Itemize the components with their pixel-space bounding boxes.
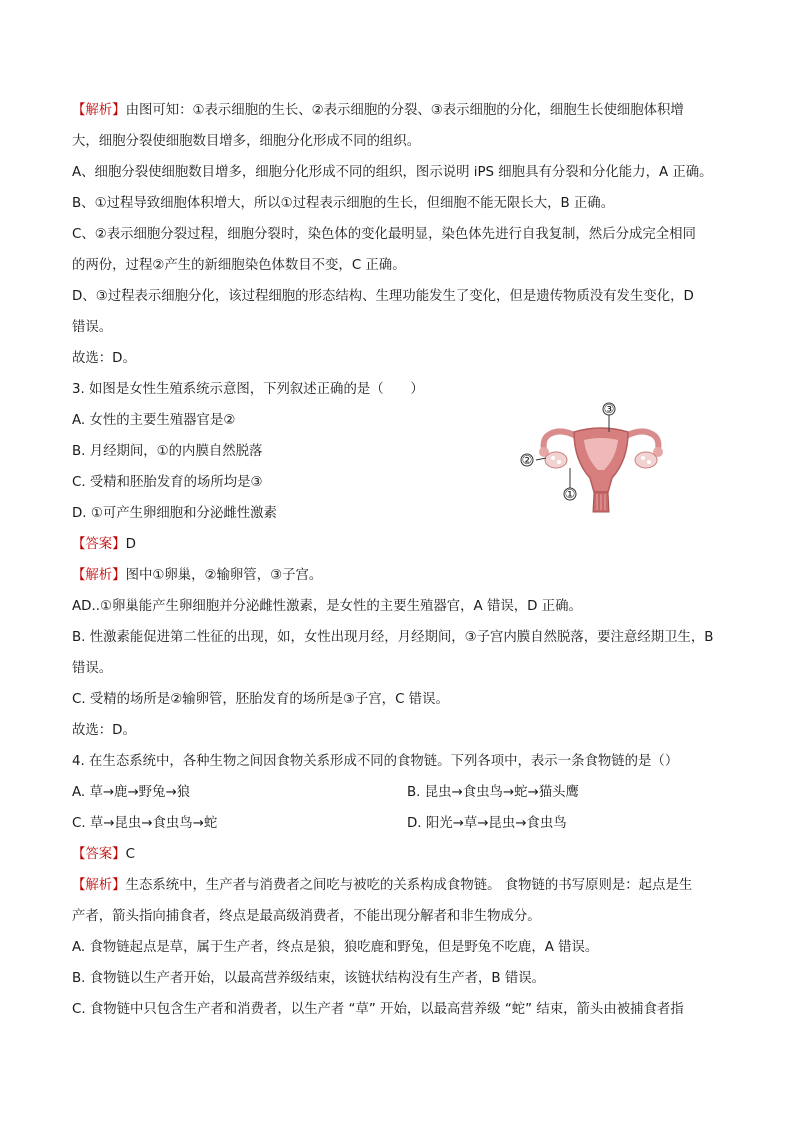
final-choice: 故选：D。	[72, 723, 136, 738]
question-4-analysis-a: A. 食物链起点是草，属于生产者，终点是狼，狼吃鹿和野兔，但是野兔不吃鹿，A 错误。	[72, 940, 599, 955]
question-4-option-a: A. 草→鹿→野兔→狼	[72, 785, 191, 800]
analysis-text: 生态系统中，生产者与消费者之间吃与被吃的关系构成食物链。 食物链的书写原则是：起点是生	[125, 878, 693, 893]
answer-value: D	[125, 537, 136, 552]
analysis-paragraph	[72, 95, 748, 126]
answer-tag: 【答案】	[72, 847, 126, 862]
question-4-answer	[72, 839, 748, 870]
question-4-option-d: D. 阳光→草→昆虫→食虫鸟	[407, 816, 567, 831]
question-3-option-a: A. 女性的主要生殖器官是②	[72, 413, 236, 428]
question-4-stem: 4. 在生态系统中，各种生物之间因食物关系形成不同的食物链。下列各项中，表示一条食物链的是（）	[72, 754, 679, 769]
question-3-option-d: D. ①可产生卵细胞和分泌雌性激素	[72, 506, 277, 521]
question-4-option-c: C. 草→昆虫→食虫鸟→蛇	[72, 816, 218, 831]
analysis-tag: 【解析】	[72, 878, 126, 893]
analysis-text: 由图可知：①表示细胞的生长、②表示细胞的分裂、③表示细胞的分化，细胞生长使细胞体积增	[125, 103, 684, 118]
question-3-analysis-b-cont: 错误。	[72, 661, 113, 676]
diagram-label-2: ②	[521, 453, 533, 467]
document-content	[72, 95, 748, 1025]
analysis-text: 图中①卵巢，②输卵管，③子宫。	[125, 568, 323, 583]
analysis-option-c: C、②表示细胞分裂过程，细胞分裂时，染色体的变化最明显，染色体先进行自我复制，然后分成完全相同	[72, 227, 696, 242]
question-4-analysis-c: C. 食物链中只包含生产者和消费者，以生产者 “草” 开始，以最高营养级 “蛇” 结束，箭头由被捕食者指	[72, 1002, 684, 1017]
answer-tag: 【答案】	[72, 537, 126, 552]
final-choice: 故选：D。	[72, 351, 136, 366]
question-4-analysis-b: B. 食物链以生产者开始，以最高营养级结束，该链状结构没有生产者，B 错误。	[72, 971, 546, 986]
question-3-analysis	[72, 560, 748, 591]
analysis-option-d-cont: 错误。	[72, 320, 113, 335]
question-4-analysis	[72, 870, 748, 901]
diagram-label-3: ③	[603, 402, 615, 416]
analysis-option-b: B、①过程导致细胞体积增大，所以①过程表示细胞的生长，但细胞不能无限长大，B 正确。	[72, 196, 615, 211]
answer-value: C	[125, 847, 135, 862]
analysis-option-c-cont: 的两份，过程②产生的新细胞染色体数目不变，C 正确。	[72, 258, 406, 273]
analysis-tag: 【解析】	[72, 568, 126, 583]
analysis-option-a: A、细胞分裂使细胞数目增多，细胞分化形成不同的组织，图示说明 iPS 细胞具有分裂和分化能力，A 正确。	[72, 165, 713, 180]
question-3-stem: 3. 如图是女性生殖系统示意图，下列叙述正确的是（ ）	[72, 382, 424, 397]
reproductive-system-illustration	[516, 400, 678, 516]
question-4-analysis-cont: 产者，箭头指向捕食者，终点是最高级消费者，不能出现分解者和非生物成分。	[72, 909, 541, 924]
question-4-options-row-2	[72, 808, 748, 839]
analysis-option-d: D、③过程表示细胞分化，该过程细胞的形态结构、生理功能发生了变化，但是遗传物质没有发生变化，D	[72, 289, 694, 304]
question-3-option-b: B. 月经期间，①的内膜自然脱落	[72, 444, 263, 459]
analysis-text-line: 大，细胞分裂使细胞数目增多，细胞分化形成不同的组织。	[72, 134, 421, 149]
question-3-analysis-c: C. 受精的场所是②输卵管，胚胎发育的场所是③子宫，C 错误。	[72, 692, 449, 707]
question-3-option-c: C. 受精和胚胎发育的场所均是③	[72, 475, 263, 490]
question-3-analysis-b: B. 性激素能促进第二性征的出现，如，女性出现月经，月经期间，③子宫内膜自然脱落，要注意经期卫生，B	[72, 630, 714, 645]
diagram-label-1: ①	[564, 487, 576, 501]
question-3-answer	[72, 529, 748, 560]
analysis-tag: 【解析】	[72, 103, 126, 118]
question-3-analysis-ad: AD..①卵巢能产生卵细胞并分泌雌性激素，是女性的主要生殖器官，A 错误，D 正确。	[72, 599, 582, 614]
reproductive-system-diagram	[516, 400, 678, 516]
question-4-options-row-1	[72, 777, 748, 808]
question-4-option-b: B. 昆虫→食虫鸟→蛇→猫头鹰	[407, 785, 579, 800]
